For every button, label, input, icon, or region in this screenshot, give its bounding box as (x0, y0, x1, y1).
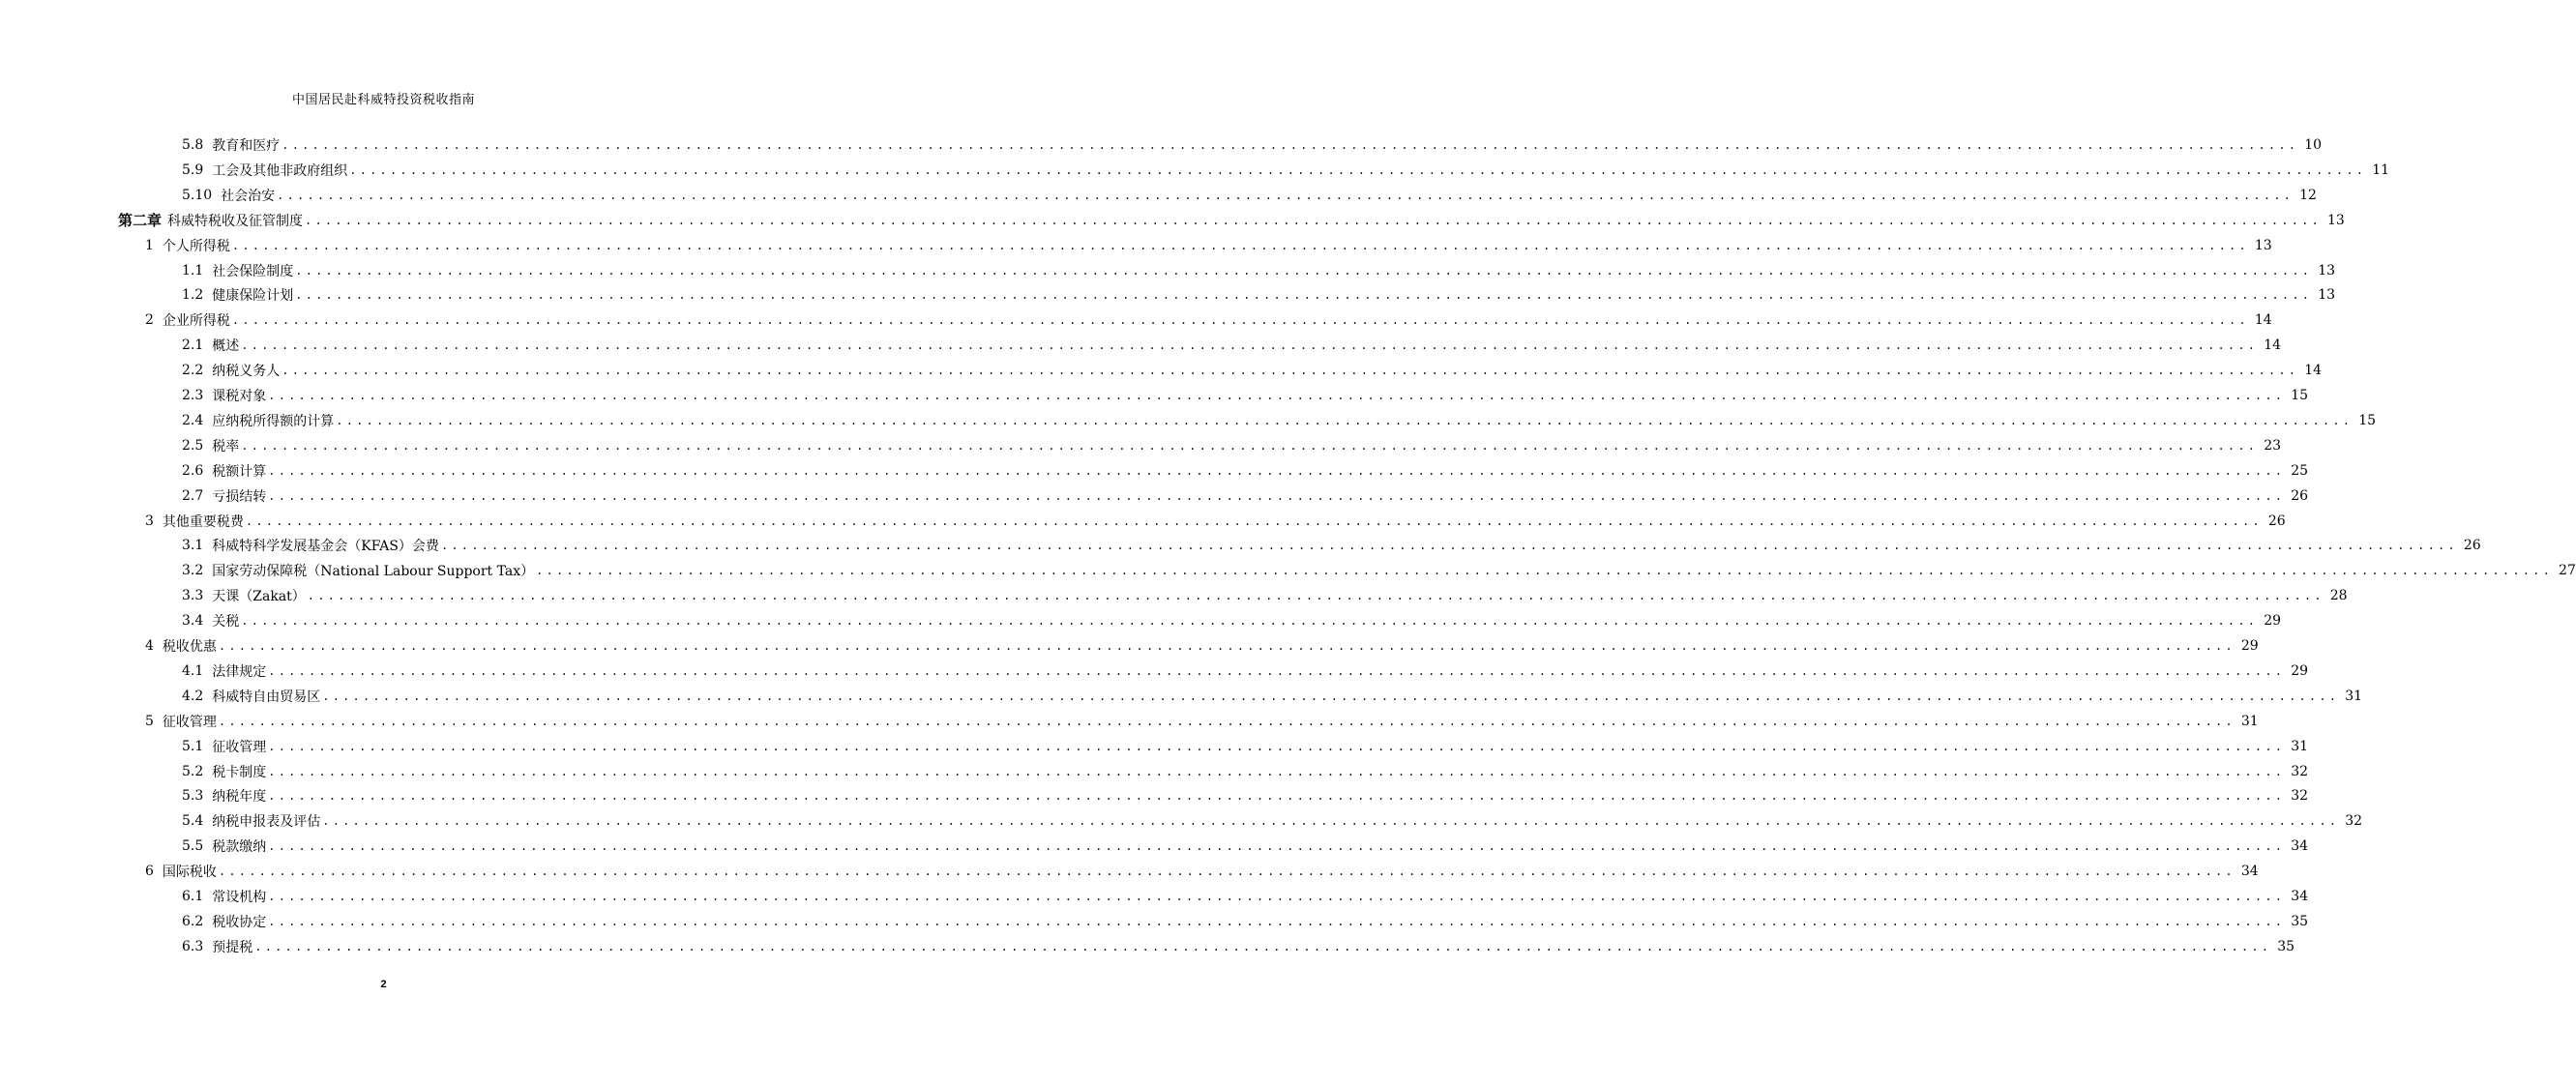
toc-entry-number: 2.7 (182, 487, 204, 504)
toc-page-number: 15 (2358, 412, 2377, 428)
toc-page-number: 13 (2254, 237, 2272, 253)
toc-entry-title: 个人所得税 (162, 238, 230, 254)
toc-entry-title: 科威特自由贸易区 (212, 689, 321, 705)
dot-leader: ........................................................................................................................................................................................................ (218, 639, 2235, 653)
dot-leader: ........................................................................................................................................................................................................ (277, 188, 2295, 202)
toc-page-number: 32 (2345, 813, 2363, 830)
toc-entry[interactable] (182, 809, 2363, 833)
toc-entry[interactable] (182, 334, 2282, 357)
toc-entry-number: 4.1 (182, 662, 204, 679)
dot-leader: ........................................................................................................................................................................................................ (231, 313, 2249, 328)
dot-leader: ........................................................................................................................................................................................................ (218, 865, 2235, 879)
toc-entry-title: 预提税 (212, 939, 253, 955)
page-number: 2 (380, 979, 387, 990)
toc-entry-number: 1.2 (182, 287, 204, 304)
toc-entry[interactable] (182, 484, 2309, 508)
toc-entry-title: 教育和医疗 (212, 138, 281, 154)
dot-leader: ........................................................................................................................................................................................................ (268, 389, 2286, 402)
toc-entry-title: 纳税申报表及评估 (212, 814, 321, 831)
toc-page-number: 32 (2291, 763, 2309, 779)
toc-entry-number: 3.2 (182, 563, 204, 579)
toc-page-number: 29 (2291, 662, 2309, 679)
toc-entry-number: 5 (145, 713, 154, 729)
toc-page-number: 32 (2291, 788, 2309, 805)
toc-entry-title: 征收管理 (162, 714, 217, 730)
toc-entry[interactable] (182, 259, 2336, 282)
toc-entry-title: 国际税收 (162, 865, 217, 881)
toc-entry-title: 税收优惠 (162, 639, 217, 655)
toc-entry-number: 5.8 (182, 137, 204, 153)
toc-entry[interactable] (145, 634, 2259, 658)
toc-entry-title: 健康保险计划 (212, 288, 294, 305)
dot-leader: ........................................................................................................................................................................................................ (241, 614, 2259, 629)
toc-entry-title: 税卡制度 (212, 764, 267, 780)
toc-entry-title: 纳税年度 (212, 789, 267, 806)
dot-leader: ........................................................................................................................................................................................................ (295, 263, 2313, 278)
toc-page-number: 35 (2277, 938, 2295, 954)
toc-entry[interactable] (182, 935, 2295, 958)
toc-chapter-entry[interactable] (118, 209, 2345, 232)
dot-leader: ........................................................................................................................................................................................................ (268, 739, 2286, 753)
toc-entry-number: 5.1 (182, 738, 204, 754)
dot-leader: ........................................................................................................................................................................................................ (295, 288, 2313, 303)
dot-leader: ........................................................................................................................................................................................................ (268, 789, 2286, 804)
toc-page-number: 31 (2291, 738, 2309, 754)
dot-leader: ........................................................................................................................................................................................................ (536, 564, 2554, 578)
toc-entry[interactable] (145, 510, 2286, 533)
toc-entry-title: 常设机构 (212, 890, 267, 905)
toc-entry-number: 第二章 (118, 212, 163, 230)
toc-page-number: 23 (2264, 437, 2282, 454)
toc-page-number: 25 (2291, 462, 2309, 479)
toc-page-number: 31 (2240, 713, 2259, 729)
toc-entry[interactable] (182, 760, 2309, 783)
toc-page-number: 27 (2559, 563, 2576, 579)
toc-entry[interactable] (182, 835, 2309, 858)
toc-page-number: 14 (2264, 337, 2282, 354)
toc-entry-number: 4 (145, 638, 154, 654)
toc-entry-number: 3.4 (182, 613, 204, 630)
toc-entry-number: 4.2 (182, 688, 204, 704)
toc-page-number: 34 (2291, 889, 2309, 904)
toc-page-number: 11 (2372, 161, 2390, 178)
toc-entry[interactable] (182, 359, 2323, 382)
toc-entry-number: 2.5 (182, 437, 204, 454)
dot-leader: ........................................................................................................................................................................................................ (336, 413, 2354, 427)
dot-leader: ........................................................................................................................................................................................................ (268, 463, 2286, 478)
dot-leader: ........................................................................................................................................................................................................ (241, 438, 2259, 453)
dot-leader: ........................................................................................................................................................................................................ (241, 338, 2259, 353)
dot-leader: ........................................................................................................................................................................................................ (245, 513, 2263, 528)
dot-leader: ........................................................................................................................................................................................................ (268, 764, 2286, 778)
toc-entry[interactable] (182, 609, 2282, 632)
toc-entry-number: 3.3 (182, 588, 204, 604)
toc-page-number: 14 (2254, 312, 2272, 329)
toc-entry[interactable] (182, 184, 2317, 207)
toc-entry-number: 2.2 (182, 363, 204, 379)
toc-entry[interactable] (182, 660, 2309, 683)
toc-entry-title: 社会保险制度 (212, 263, 294, 279)
toc-entry[interactable] (182, 784, 2309, 807)
toc-page-number: 12 (2299, 187, 2317, 203)
toc-entry-title: 科威特科学发展基金会（KFAS）会费 (212, 539, 439, 555)
toc-entry[interactable] (182, 910, 2309, 933)
dot-leader: ........................................................................................................................................................................................................ (268, 839, 2286, 854)
toc-entry-number: 6.2 (182, 913, 204, 929)
toc-page-number: 34 (2291, 838, 2309, 855)
toc-entry-title: 税收协定 (212, 914, 267, 930)
toc-entry-number: 6.3 (182, 938, 204, 954)
toc-page-number: 13 (2318, 262, 2336, 279)
toc-page-number: 35 (2291, 913, 2309, 929)
toc-entry-title: 纳税义务人 (212, 364, 281, 380)
toc-entry[interactable] (182, 283, 2336, 307)
toc-entry-title: 其他重要税费 (162, 513, 244, 530)
toc-entry[interactable] (145, 710, 2259, 733)
toc-entry-number: 2.6 (182, 462, 204, 479)
toc-entry-number: 2.3 (182, 388, 204, 403)
toc-entry-number: 5.3 (182, 788, 204, 805)
toc-entry[interactable] (182, 159, 2390, 182)
dot-leader: ........................................................................................................................................................................................................ (268, 890, 2286, 903)
dot-leader: ........................................................................................................................................................................................................ (268, 488, 2286, 503)
toc-entry-title: 应纳税所得额的计算 (212, 413, 335, 429)
dot-leader: ........................................................................................................................................................................................................ (254, 939, 2272, 953)
toc-entry-number: 5.9 (182, 161, 204, 178)
toc-entry-number: 5.4 (182, 813, 204, 830)
toc-entry-number: 5.5 (182, 838, 204, 855)
toc-entry-title: 科威特税收及征管制度 (167, 213, 304, 229)
toc-entry-number: 5.2 (182, 763, 204, 779)
toc-page-number: 34 (2240, 864, 2259, 880)
toc-entry-number: 1.1 (182, 262, 204, 279)
toc-entry-title: 天课（Zakat） (212, 589, 306, 605)
dot-leader: ........................................................................................................................................................................................................ (307, 589, 2324, 603)
toc-page-number: 26 (2463, 538, 2481, 554)
toc-entry[interactable] (182, 735, 2309, 758)
toc-page-number: 14 (2304, 363, 2323, 379)
toc-entry[interactable] (182, 434, 2282, 457)
toc-entry[interactable] (182, 885, 2309, 908)
toc-entry-title: 工会及其他非政府组织 (212, 162, 348, 179)
toc-page-number: 31 (2345, 688, 2363, 704)
toc-page-number: 26 (2291, 487, 2309, 504)
toc-page-number: 28 (2329, 588, 2348, 604)
dot-leader: ........................................................................................................................................................................................................ (268, 914, 2286, 928)
toc-page-number: 10 (2304, 137, 2323, 153)
toc-entry[interactable] (145, 234, 2272, 257)
toc-entry-title: 税款缴纳 (212, 839, 267, 856)
toc-entry-number: 5.10 (182, 187, 213, 203)
dot-leader: ........................................................................................................................................................................................................ (218, 714, 2235, 728)
toc-entry-title: 企业所得税 (162, 313, 230, 330)
toc-entry-title: 征收管理 (212, 739, 267, 755)
toc-entry-title: 亏损结转 (212, 488, 267, 505)
toc-entry-title: 国家劳动保障税（National Labour Support Tax） (212, 564, 535, 580)
dot-leader: ........................................................................................................................................................................................................ (349, 162, 2367, 177)
toc-entry-title: 课税对象 (212, 389, 267, 404)
dot-leader: ........................................................................................................................................................................................................ (281, 138, 2299, 152)
toc-entry-title: 概述 (212, 338, 240, 355)
toc-entry[interactable] (145, 860, 2259, 883)
toc-entry-number: 6 (145, 864, 154, 880)
toc-entry-title: 税率 (212, 438, 240, 455)
dot-leader: ........................................................................................................................................................................................................ (231, 238, 2249, 252)
toc-entry-number: 3 (145, 513, 154, 529)
running-header: 中国居民赴科威特投资税收指南 (291, 93, 475, 107)
toc-entry-number: 3.1 (182, 538, 204, 554)
toc-entry-number: 2 (145, 312, 154, 329)
toc-page-number: 15 (2291, 388, 2309, 403)
toc-page-number: 29 (2240, 638, 2259, 654)
dot-leader: ........................................................................................................................................................................................................ (281, 364, 2299, 378)
toc-entry[interactable] (182, 133, 2323, 157)
toc-entry[interactable] (182, 534, 2481, 557)
toc-page-number: 13 (2318, 287, 2336, 304)
dot-leader: ........................................................................................................................................................................................................ (322, 814, 2340, 829)
toc-entry-number: 1 (145, 237, 154, 253)
toc-entry[interactable] (182, 459, 2309, 483)
dot-leader: ........................................................................................................................................................................................................ (440, 539, 2458, 553)
toc-entry[interactable] (182, 559, 2576, 582)
toc-entry-number: 6.1 (182, 889, 204, 904)
toc-entry[interactable] (145, 308, 2272, 332)
toc-entry[interactable] (182, 685, 2363, 708)
toc-page-number: 26 (2267, 513, 2286, 529)
toc-entry-title: 关税 (212, 614, 240, 630)
toc-entry-number: 2.1 (182, 337, 204, 354)
toc-page-number: 29 (2264, 613, 2282, 630)
toc-entry-number: 2.4 (182, 412, 204, 428)
dot-leader: ........................................................................................................................................................................................................ (268, 663, 2286, 678)
toc-entry[interactable] (182, 409, 2377, 432)
dot-leader: ........................................................................................................................................................................................................ (305, 213, 2322, 227)
toc-entry-title: 税额计算 (212, 463, 267, 480)
toc-entry-title: 法律规定 (212, 663, 267, 680)
toc-entry[interactable] (182, 384, 2309, 407)
dot-leader: ........................................................................................................................................................................................................ (322, 689, 2340, 703)
toc-entry[interactable] (182, 584, 2348, 607)
toc-entry-title: 社会治安 (221, 188, 276, 204)
toc-page-number: 13 (2326, 212, 2345, 228)
